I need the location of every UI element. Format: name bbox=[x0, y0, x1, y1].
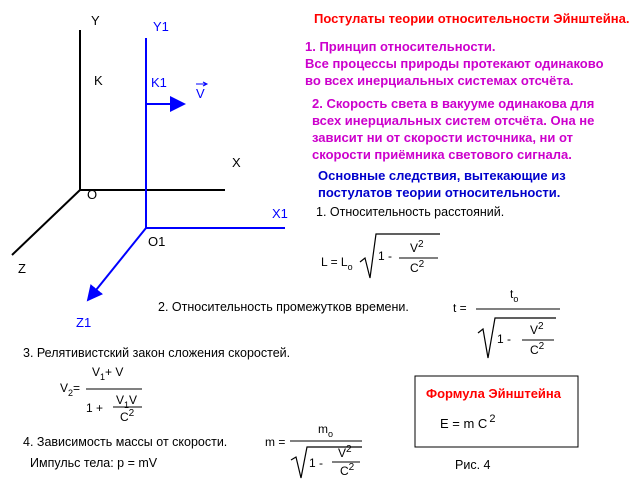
z1-axis-line bbox=[88, 228, 146, 300]
mass-formula-prefix: 1 - bbox=[309, 456, 324, 470]
time-formula-lhs: t = bbox=[453, 301, 467, 315]
postulate-2-line-2: всех инерциальных систем отсчёта. Она не bbox=[312, 113, 595, 128]
length-formula-denominator: $C^2$ bbox=[410, 259, 425, 275]
axis-label-y: Y bbox=[91, 13, 100, 28]
item-2-heading: 2. Относительность промежутков времени. bbox=[158, 300, 409, 314]
time-formula-prefix: 1 - bbox=[497, 332, 512, 346]
figure-label: Рис. 4 bbox=[455, 458, 491, 472]
frame-label-k: K bbox=[94, 73, 103, 88]
postulate-2-line-4: скорости приёмника светового сигнала. bbox=[312, 147, 572, 162]
item-1-heading: 1. Относительность расстояний. bbox=[316, 205, 505, 219]
postulate-1-line-3: во всех инерциальных системах отсчёта. bbox=[305, 73, 574, 88]
page-title: Постулаты теории относительности Эйнштейна. bbox=[314, 11, 630, 26]
velocity-label: V bbox=[196, 86, 205, 101]
velocity-formula-numerator: $V_1+ V$ bbox=[92, 365, 124, 382]
length-formula-numerator: $V^2$ bbox=[410, 239, 424, 255]
z-axis-line bbox=[12, 190, 80, 255]
frame-label-k1: K1 bbox=[151, 75, 167, 90]
axis-label-y1: Y1 bbox=[153, 19, 169, 34]
origin-label-o1: O1 bbox=[148, 234, 166, 249]
item-3-heading: 3. Релятивистский закон сложения скоростей. bbox=[23, 346, 291, 360]
velocity-formula-den-denominator: $C^2$ bbox=[120, 408, 135, 424]
time-radical bbox=[478, 318, 556, 358]
time-formula-inner-numerator: $V^2$ bbox=[530, 321, 544, 337]
axis-label-z1: Z1 bbox=[76, 315, 92, 330]
postulate-2-line-3: зависит ни от скорости источника, ни от bbox=[312, 130, 573, 145]
origin-label-o: O bbox=[87, 187, 98, 202]
length-formula-lhs: $L = L_o$ bbox=[321, 255, 353, 272]
velocity-formula-den-prefix: 1 + bbox=[86, 401, 104, 415]
postulate-1-line-1: 1. Принцип относительности. bbox=[305, 39, 496, 54]
axis-label-z: Z bbox=[18, 261, 26, 276]
length-radical bbox=[360, 234, 440, 278]
postulate-2-line-1: 2. Скорость света в вакууме одинакова для bbox=[312, 96, 595, 111]
consequences-line-2: постулатов теории относительности. bbox=[318, 185, 561, 200]
axis-label-x1: X1 bbox=[272, 206, 288, 221]
postulate-1-line-2: Все процессы природы протекают одинаково bbox=[305, 56, 604, 71]
mass-formula-numerator: $m_o$ bbox=[318, 422, 334, 439]
mass-formula-lhs: m = bbox=[265, 435, 286, 449]
axis-label-x: X bbox=[232, 155, 241, 170]
time-formula-numerator: $t_o$ bbox=[510, 287, 519, 304]
length-formula-prefix: 1 - bbox=[378, 249, 393, 263]
mass-formula-inner-denominator: $C^2$ bbox=[340, 462, 355, 478]
time-formula-inner-denominator: $C^2$ bbox=[530, 341, 545, 357]
item-4-heading: 4. Зависимость массы от скорости. bbox=[23, 435, 228, 449]
einstein-box-title: Формула Эйнштейна bbox=[426, 386, 562, 401]
mass-formula-inner-numerator: $V^2$ bbox=[338, 444, 352, 460]
velocity-formula-lhs: $V_2=$ bbox=[60, 381, 81, 398]
consequences-line-1: Основные следствия, вытекающие из bbox=[318, 168, 566, 183]
momentum-text: Импульс тела: p = mV bbox=[30, 456, 158, 470]
velocity-formula-den-numerator: $V_1V$ bbox=[116, 393, 138, 410]
einstein-formula: E = m C $^2$ bbox=[440, 413, 496, 431]
